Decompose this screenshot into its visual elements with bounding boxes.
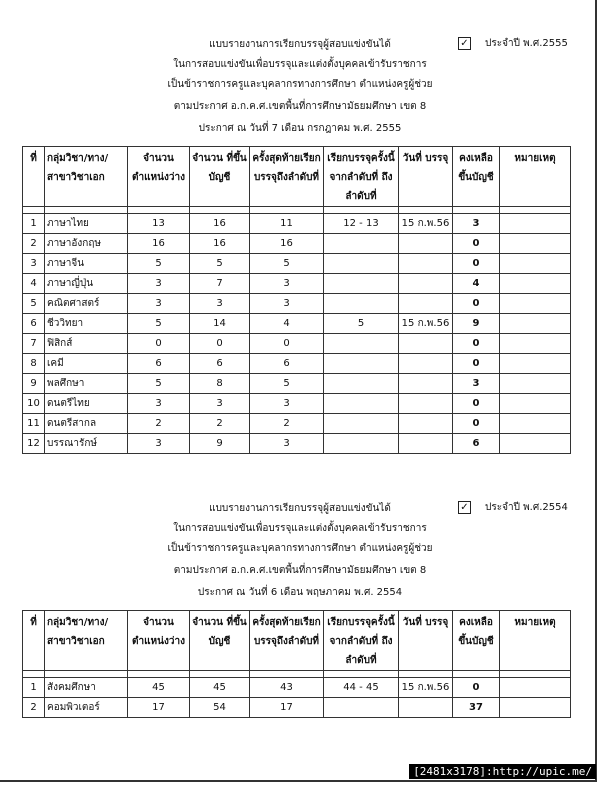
annual-label (458, 500, 568, 515)
last-called-cell: 3 (250, 434, 324, 454)
last-called-cell: 2 (250, 414, 324, 434)
col-remaining: คงเหลือ ขึ้นบัญชี (453, 611, 500, 671)
table-header (23, 147, 571, 207)
listed-count-cell: 3 (190, 394, 250, 414)
vacant-count-cell: 3 (128, 294, 190, 314)
vacant-count-cell: 2 (128, 414, 190, 434)
vacant-count-cell: 5 (128, 254, 190, 274)
note-cell (500, 314, 571, 334)
report-authority: ตามประกาศ อ.ก.ค.ศ.เขตพื้นที่การศึกษามัธยมศึกษา เขต 8 (173, 101, 427, 112)
this-call-cell (324, 274, 399, 294)
vacant-count-cell: 3 (128, 394, 190, 414)
last-called-cell: 3 (250, 394, 324, 414)
subject-cell: พลศึกษา (45, 374, 128, 394)
report-subtitle: ในการสอบแข่งขันเพื่อบรรจุและแต่งตั้งบุคคลเข้ารับราชการ (173, 523, 427, 534)
table-row (23, 414, 571, 434)
listed-count-cell: 3 (190, 294, 250, 314)
appoint-date-cell (399, 334, 453, 354)
appoint-date-cell (399, 698, 453, 718)
last-called-cell: 4 (250, 314, 324, 334)
subject-cell: ดนตรีสากล (45, 414, 128, 434)
row-no-cell: 5 (23, 294, 45, 314)
col-listed: จำนวน ที่ขึ้นบัญชี (190, 611, 250, 671)
table-row (23, 434, 571, 454)
last-called-cell: 43 (250, 678, 324, 698)
subject-cell: ชีววิทยา (45, 314, 128, 334)
subject-cell: ภาษาอังกฤษ (45, 234, 128, 254)
listed-count-cell: 16 (190, 214, 250, 234)
listed-count-cell: 45 (190, 678, 250, 698)
row-no-cell: 12 (23, 434, 45, 454)
report-authority: ตามประกาศ อ.ก.ค.ศ.เขตพื้นที่การศึกษามัธยมศึกษา เขต 8 (173, 565, 427, 576)
row-no-cell: 9 (23, 374, 45, 394)
remaining-cell: 0 (453, 294, 500, 314)
table-row (23, 678, 571, 698)
last-called-cell: 5 (250, 374, 324, 394)
table-row (23, 234, 571, 254)
note-cell (500, 234, 571, 254)
checkbox-icon: ✓ (458, 37, 471, 50)
table-row (23, 374, 571, 394)
this-call-cell (324, 414, 399, 434)
subject-cell: คอมพิวเตอร์ (45, 698, 128, 718)
this-call-cell: 44 - 45 (324, 678, 399, 698)
listed-count-cell: 2 (190, 414, 250, 434)
report-position: เป็นข้าราชการครูและบุคลากรทางการศึกษา ตำแหน่งครูผู้ช่วย (167, 79, 433, 90)
appoint-date-cell (399, 414, 453, 434)
remaining-cell: 0 (453, 234, 500, 254)
note-cell (500, 678, 571, 698)
col-vacant: จำนวน ตำแหน่งว่าง (128, 611, 190, 671)
table-row (23, 698, 571, 718)
appoint-date-cell (399, 254, 453, 274)
remaining-cell: 0 (453, 354, 500, 374)
subject-cell: สังคมศึกษา (45, 678, 128, 698)
appoint-date-cell (399, 274, 453, 294)
appoint-date-cell (399, 354, 453, 374)
row-no-cell: 1 (23, 678, 45, 698)
remaining-cell: 6 (453, 434, 500, 454)
last-called-cell: 6 (250, 354, 324, 374)
col-this-call: เรียกบรรจุครั้งนี้ จากลำดับที่ ถึงลำดับที่ (324, 147, 399, 207)
row-no-cell: 7 (23, 334, 45, 354)
note-cell (500, 254, 571, 274)
annual-year: ประจำปี พ.ศ.2555 (485, 38, 568, 49)
listed-count-cell: 8 (190, 374, 250, 394)
col-this-call: เรียกบรรจุครั้งนี้ จากลำดับที่ ถึงลำดับที่ (324, 611, 399, 671)
image-watermark: [2481x3178]:http://upic.me/ (409, 764, 596, 779)
vacant-count-cell: 6 (128, 354, 190, 374)
col-vacant: จำนวน ตำแหน่งว่าง (128, 147, 190, 207)
remaining-cell: 0 (453, 678, 500, 698)
appoint-date-cell: 15 ก.พ.56 (399, 314, 453, 334)
this-call-cell (324, 374, 399, 394)
note-cell (500, 374, 571, 394)
this-call-cell (324, 234, 399, 254)
row-no-cell: 2 (23, 234, 45, 254)
subject-cell: บรรณารักษ์ (45, 434, 128, 454)
col-date: วันที่ บรรจุ (399, 611, 453, 671)
annual-label (458, 36, 568, 51)
last-called-cell: 17 (250, 698, 324, 718)
table-row (23, 354, 571, 374)
note-cell (500, 434, 571, 454)
remaining-cell: 0 (453, 414, 500, 434)
this-call-cell (324, 294, 399, 314)
subject-cell: ภาษาจีน (45, 254, 128, 274)
last-called-cell: 3 (250, 294, 324, 314)
remaining-cell: 3 (453, 214, 500, 234)
vacant-count-cell: 5 (128, 374, 190, 394)
report-subtitle: ในการสอบแข่งขันเพื่อบรรจุและแต่งตั้งบุคคลเข้ารับราชการ (173, 59, 427, 70)
appoint-date-cell: 15 ก.พ.56 (399, 214, 453, 234)
col-last-called: ครั้งสุดท้ายเรียก บรรจุถึงลำดับที่ (250, 611, 324, 671)
subject-cell: ภาษาไทย (45, 214, 128, 234)
vacant-count-cell: 0 (128, 334, 190, 354)
row-no-cell: 8 (23, 354, 45, 374)
vacant-count-cell: 17 (128, 698, 190, 718)
appoint-date-cell (399, 394, 453, 414)
appoint-date-cell: 15 ก.พ.56 (399, 678, 453, 698)
row-no-cell: 3 (23, 254, 45, 274)
row-no-cell: 6 (23, 314, 45, 334)
table-row (23, 314, 571, 334)
remaining-cell: 0 (453, 334, 500, 354)
this-call-cell (324, 354, 399, 374)
listed-count-cell: 0 (190, 334, 250, 354)
this-call-cell (324, 434, 399, 454)
remaining-cell: 4 (453, 274, 500, 294)
table-header (23, 611, 571, 671)
listed-count-cell: 54 (190, 698, 250, 718)
listed-count-cell: 9 (190, 434, 250, 454)
table-row (23, 254, 571, 274)
row-no-cell: 10 (23, 394, 45, 414)
appoint-date-cell (399, 434, 453, 454)
col-date: วันที่ บรรจุ (399, 147, 453, 207)
remaining-cell: 9 (453, 314, 500, 334)
col-last-called: ครั้งสุดท้ายเรียก บรรจุถึงลำดับที่ (250, 147, 324, 207)
annual-year: ประจำปี พ.ศ.2554 (485, 502, 568, 513)
listed-count-cell: 16 (190, 234, 250, 254)
listed-count-cell: 6 (190, 354, 250, 374)
subject-cell: เคมี (45, 354, 128, 374)
col-subject: กลุ่มวิชา/ทาง/ สาขาวิชาเอก (45, 611, 128, 671)
this-call-cell (324, 254, 399, 274)
report-table (22, 146, 571, 454)
last-called-cell: 16 (250, 234, 324, 254)
report-header (22, 500, 578, 610)
this-call-cell (324, 394, 399, 414)
subject-cell: คณิตศาสตร์ (45, 294, 128, 314)
note-cell (500, 214, 571, 234)
checkbox-icon: ✓ (458, 501, 471, 514)
this-call-cell: 12 - 13 (324, 214, 399, 234)
report-date: ประกาศ ณ วันที่ 6 เดือน พฤษภาคม พ.ศ. 2554 (197, 587, 403, 598)
appoint-date-cell (399, 234, 453, 254)
note-cell (500, 394, 571, 414)
vacant-count-cell: 3 (128, 434, 190, 454)
report-2555 (22, 36, 578, 454)
row-no-cell: 4 (23, 274, 45, 294)
last-called-cell: 11 (250, 214, 324, 234)
col-note: หมายเหตุ (500, 147, 571, 207)
report-title: แบบรายงานการเรียกบรรจุผู้สอบแข่งขันได้ (209, 503, 391, 514)
this-call-cell (324, 334, 399, 354)
subject-cell: ดนตรีไทย (45, 394, 128, 414)
note-cell (500, 274, 571, 294)
this-call-cell: 5 (324, 314, 399, 334)
vacant-count-cell: 3 (128, 274, 190, 294)
vacant-count-cell: 16 (128, 234, 190, 254)
remaining-cell: 37 (453, 698, 500, 718)
remaining-cell: 0 (453, 254, 500, 274)
subject-cell: ภาษาญี่ปุ่น (45, 274, 128, 294)
table-row (23, 294, 571, 314)
report-position: เป็นข้าราชการครูและบุคลากรทางการศึกษา ตำแหน่งครูผู้ช่วย (167, 543, 433, 554)
note-cell (500, 294, 571, 314)
last-called-cell: 5 (250, 254, 324, 274)
note-cell (500, 414, 571, 434)
listed-count-cell: 5 (190, 254, 250, 274)
row-no-cell: 11 (23, 414, 45, 434)
vacant-count-cell: 5 (128, 314, 190, 334)
table-row (23, 334, 571, 354)
appoint-date-cell (399, 294, 453, 314)
report-table (22, 610, 571, 718)
col-no: ที่ (23, 611, 45, 671)
col-no: ที่ (23, 147, 45, 207)
col-subject: กลุ่มวิชา/ทาง/ สาขาวิชาเอก (45, 147, 128, 207)
table-row (23, 394, 571, 414)
report-date: ประกาศ ณ วันที่ 7 เดือน กรกฎาคม พ.ศ. 2555 (198, 123, 402, 134)
table-row (23, 274, 571, 294)
report-header (22, 36, 578, 146)
this-call-cell (324, 698, 399, 718)
appoint-date-cell (399, 374, 453, 394)
last-called-cell: 3 (250, 274, 324, 294)
report-2554 (22, 500, 578, 718)
listed-count-cell: 7 (190, 274, 250, 294)
col-listed: จำนวน ที่ขึ้นบัญชี (190, 147, 250, 207)
table-row (23, 214, 571, 234)
remaining-cell: 3 (453, 374, 500, 394)
last-called-cell: 0 (250, 334, 324, 354)
listed-count-cell: 14 (190, 314, 250, 334)
note-cell (500, 354, 571, 374)
note-cell (500, 698, 571, 718)
row-no-cell: 2 (23, 698, 45, 718)
remaining-cell: 0 (453, 394, 500, 414)
vacant-count-cell: 45 (128, 678, 190, 698)
report-title: แบบรายงานการเรียกบรรจุผู้สอบแข่งขันได้ (209, 39, 391, 50)
vacant-count-cell: 13 (128, 214, 190, 234)
subject-cell: ฟิสิกส์ (45, 334, 128, 354)
col-remaining: คงเหลือ ขึ้นบัญชี (453, 147, 500, 207)
col-note: หมายเหตุ (500, 611, 571, 671)
row-no-cell: 1 (23, 214, 45, 234)
note-cell (500, 334, 571, 354)
